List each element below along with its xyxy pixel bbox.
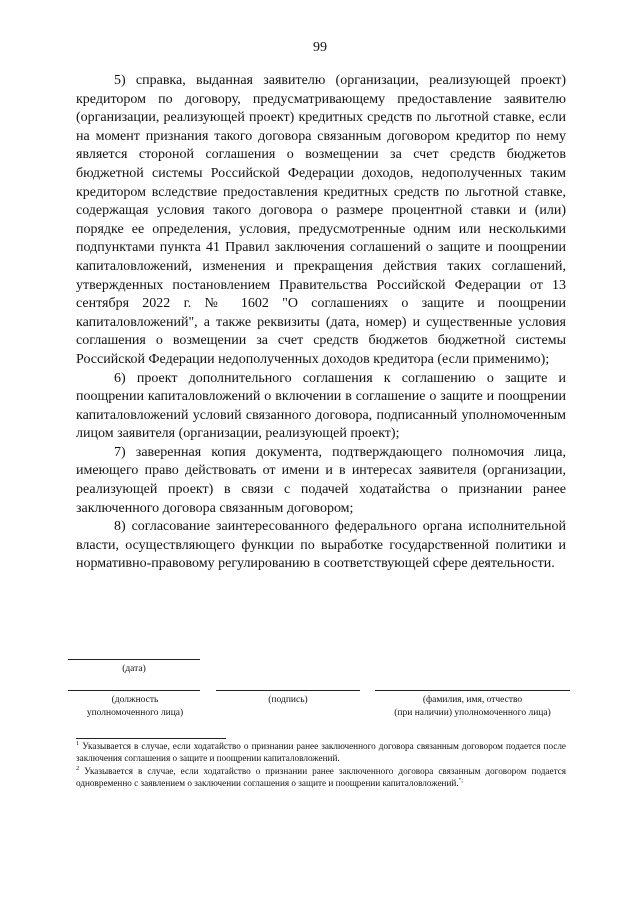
position-label-line1: (должность <box>111 695 159 705</box>
name-label-line2: (при наличии) уполномоченного лица) <box>394 708 551 718</box>
name-label <box>370 694 575 720</box>
footnote-text: Указывается в случае, если ходатайство о признании ранее заключенного договора связанным договором подается после заключения соглашения о защите и поощрении капиталовложений. <box>76 741 567 763</box>
footnote-2 <box>76 765 566 789</box>
position-label <box>62 694 208 720</box>
position-line <box>68 690 200 691</box>
document-body <box>76 72 566 574</box>
name-label-line1: (фамилия, имя, отчество <box>422 695 523 705</box>
signature-label: (подпись) <box>268 695 308 705</box>
name-line <box>375 690 570 691</box>
footnote-separator <box>76 738 226 739</box>
footnote-marker: 2 <box>76 764 80 772</box>
footnotes <box>76 740 566 790</box>
position-label-line2: уполномоченного лица) <box>86 708 184 718</box>
footnote-tail: "; <box>458 776 464 784</box>
footnote-1 <box>76 740 566 764</box>
paragraph-item-5: 5) справка, выданная заявителю (организации, реализующей проект) кредитором по договору, предусматривающему предоставление заявителю (организации, реализующей проект) кредитных средств по льготной ставке, если на момент признания такого договора связанным договором кредитор по нему является стороной соглашения о возмещении за счет средств бюджетов бюджетной системы Российской Федерации доходов, недополученных таким кредитором вследствие предоставления кредитных средств по льготной ставке, содержащая условия такого договора о размере процентной ставки и (или) порядке ее определения, условия, предусмотренные одним или несколькими подпунктами пункта 41 Правил заключения соглашений о защите и поощрении капиталовложений, изменения и прекращения действия таких соглашений, утвержденных постановлением Правительства Российской Федерации от 13 сентября 2022 г. № 1602 "О соглашениях о защите и поощрении капиталовложений", а также реквизиты (дата, номер) и существенные условия соглашения о возмещении за счет средств бюджетов бюджетной системы Российской Федерации недополученных доходов кредитора (если применимо); <box>76 73 566 367</box>
paragraph-item-8: 8) согласование заинтересованного федерального органа исполнительной власти, осуществляющего функции по выработке государственной политики и нормативно-правовому регулированию в соответствующей сфере деятельности. <box>76 519 566 572</box>
page-number: 99 <box>313 40 327 55</box>
footnote-marker: 1 <box>76 739 80 747</box>
paragraph-item-6: 6) проект дополнительного соглашения к соглашению о защите и поощрении капиталовложений о включении в соглашение о защите и поощрении капиталовложений условий связанного договора, подписанный уполномоченным лицом заявителя (организации, реализующей проект); <box>76 370 566 442</box>
date-line <box>68 659 200 660</box>
date-label: (дата) <box>122 664 146 674</box>
footnote-text: Указывается в случае, если ходатайство о признании ранее заключенного договора связанным договором подается одновременно с заявлением о заключении соглашения о защите и поощрении капиталовложений. <box>76 766 566 788</box>
signature-line <box>216 690 360 691</box>
paragraph-item-7: 7) заверенная копия документа, подтверждающего полномочия лица, имеющего право действовать от имени и в интересах заявителя (организации, реализующей проект) в связи с подачей ходатайства о признании ранее заключенного договора связанным договором; <box>76 444 566 516</box>
